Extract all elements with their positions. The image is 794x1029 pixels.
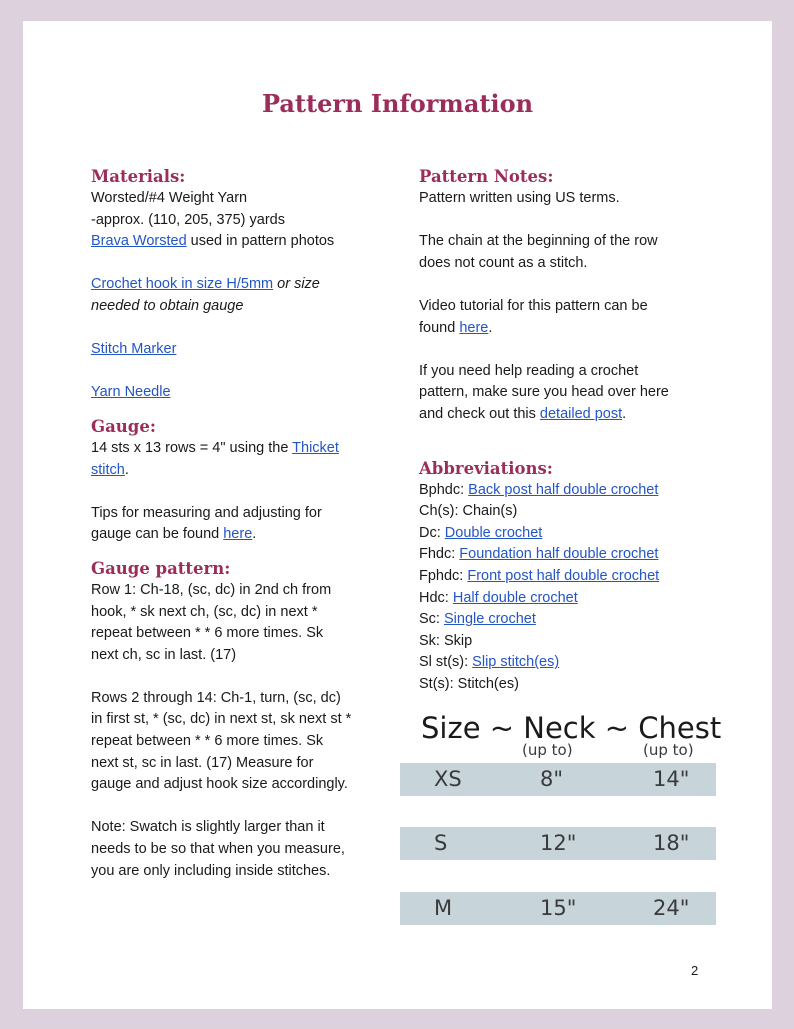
gauge-tips-period: . — [252, 526, 257, 543]
abbreviation-item — [419, 674, 719, 696]
row1-line: repeat between * * 6 more times. Sk — [91, 625, 324, 642]
size-table-title: Size ~ Neck ~ Chest — [421, 711, 722, 745]
abbreviation-item — [419, 566, 719, 588]
abbreviations-list — [419, 480, 719, 696]
neck-cell: 8" — [540, 767, 564, 791]
help-note-3 — [419, 404, 719, 426]
abbreviation-term: Sl st(s): — [419, 654, 473, 671]
abbreviation-term: Ch(s): — [419, 503, 463, 520]
note-line: you are only including inside stitches. — [91, 862, 331, 879]
page-number: 2 — [691, 963, 699, 978]
chain-note-1: The chain at the beginning of the row — [419, 233, 658, 250]
hook-rest-text: or size — [273, 276, 320, 293]
page-title: Pattern Information — [261, 89, 534, 118]
chest-cell: 18" — [653, 831, 690, 855]
abbreviation-item — [419, 652, 719, 674]
row1-line: Row 1: Ch-18, (sc, dc) in 2nd ch from — [91, 581, 332, 598]
gauge-tips-text: gauge can be found — [91, 526, 224, 543]
note-line: needs to be so that when you measure, — [91, 841, 345, 858]
video-found-text: found — [419, 319, 460, 336]
abbreviation-link[interactable]: Single crochet — [443, 611, 536, 628]
rows2-line: gauge and adjust hook size accordingly. — [91, 776, 348, 793]
chest-cell: 24" — [653, 896, 690, 920]
abbreviation-item — [419, 523, 719, 545]
video-period: . — [488, 319, 493, 336]
thicket-stitch-link[interactable]: stitch — [91, 461, 125, 478]
abbreviation-term: Fphdc: — [419, 567, 468, 584]
abbreviation-definition: Chain(s) — [462, 503, 518, 520]
rows2-line: next st, sc in last. (17) Measure for — [91, 754, 314, 771]
right-column — [419, 166, 719, 695]
size-cell: M — [434, 896, 453, 920]
row1-line: next ch, sc in last. (17) — [91, 646, 237, 663]
chest-cell: 14" — [653, 767, 690, 791]
materials-yardage: -approx. (110, 205, 375) yards — [91, 211, 285, 228]
rows2-line: Rows 2 through 14: Ch-1, turn, (sc, dc) — [91, 689, 341, 706]
materials-heading: Materials: — [91, 167, 186, 186]
size-row — [400, 892, 716, 925]
detailed-post-link[interactable]: detailed post — [539, 405, 623, 422]
abbreviation-definition: Skip — [443, 632, 473, 649]
gauge-line-1 — [91, 438, 381, 460]
video-note-1: Video tutorial for this pattern can be — [419, 297, 648, 314]
crochet-hook-link[interactable]: Crochet hook in size H/5mm — [91, 276, 274, 293]
abbreviation-link[interactable]: Half double crochet — [452, 589, 578, 606]
pattern-notes-heading: Pattern Notes: — [419, 167, 554, 186]
help-text: and check out this — [419, 405, 540, 422]
abbreviation-item — [419, 501, 719, 523]
gauge-tips-1: Tips for measuring and adjusting for — [91, 504, 322, 521]
abbreviation-link[interactable]: Double crochet — [444, 524, 543, 541]
materials-hook-line — [91, 274, 381, 296]
gauge-tips-2 — [91, 524, 381, 546]
gauge-pattern-heading: Gauge pattern: — [91, 558, 231, 578]
chain-note-2: does not count as a stitch. — [419, 254, 588, 271]
size-table — [400, 711, 722, 920]
neck-cell: 12" — [540, 831, 577, 855]
size-table-header — [400, 711, 722, 761]
abbreviation-definition: Stitch(es) — [457, 675, 519, 692]
gauge-tips-here-link[interactable]: here — [223, 526, 253, 543]
hook-gauge-text: needed to obtain gauge — [91, 297, 244, 314]
yarn-needle-link[interactable]: Yarn Needle — [91, 384, 171, 401]
abbreviation-term: Hdc: — [419, 589, 453, 606]
size-cell: XS — [434, 767, 462, 791]
abbreviation-item — [419, 544, 719, 566]
row1-line: hook, * sk next ch, (sc, dc) in next * — [91, 603, 318, 620]
materials-yarn: Worsted/#4 Weight Yarn — [91, 190, 248, 206]
gauge-heading: Gauge: — [91, 416, 156, 436]
left-column — [91, 166, 381, 882]
abbreviation-term: Dc: — [419, 524, 445, 541]
abbreviation-item — [419, 480, 719, 502]
stitch-marker-link[interactable]: Stitch Marker — [91, 341, 177, 358]
gauge-period: . — [124, 461, 129, 478]
rows2-line: repeat between * * 6 more times. Sk — [91, 733, 324, 750]
abbreviation-link[interactable]: Back post half double crochet — [468, 481, 659, 498]
abbreviation-term: Fhdc: — [419, 546, 460, 563]
abbreviation-term: Sc: — [419, 611, 444, 628]
abbreviation-item — [419, 588, 719, 610]
materials-brava-line — [91, 231, 381, 253]
abbreviation-term: St(s): — [419, 675, 458, 692]
chest-up-to-label: (up to) — [643, 741, 694, 759]
size-row — [400, 763, 716, 796]
abbreviation-link[interactable]: Front post half double crochet — [467, 567, 660, 584]
help-period: . — [622, 405, 627, 422]
abbreviation-item — [419, 631, 719, 653]
neck-up-to-label: (up to) — [522, 741, 573, 759]
thicket-link[interactable]: Thicket — [292, 439, 339, 456]
brava-worsted-link[interactable]: Brava Worsted — [91, 233, 187, 250]
abbreviation-term: Bphdc: — [419, 481, 469, 498]
neck-cell: 15" — [540, 896, 577, 920]
gauge-text: 14 sts x 13 rows = 4" using the — [91, 439, 293, 456]
abbreviation-item — [419, 609, 719, 631]
help-note-1: If you need help reading a crochet — [419, 362, 639, 379]
document-page — [23, 21, 772, 1009]
gauge-line-2 — [91, 460, 381, 482]
size-row — [400, 827, 716, 860]
video-note-2 — [419, 318, 719, 340]
us-terms-text: Pattern written using US terms. — [419, 190, 620, 206]
rows2-line: in first st, * (sc, dc) in next st, sk next st * — [91, 711, 352, 728]
abbreviation-link[interactable]: Slip stitch(es) — [472, 654, 560, 671]
size-cell: S — [434, 831, 448, 855]
note-line: Note: Swatch is slightly larger than it — [91, 819, 325, 836]
brava-rest-text: used in pattern photos — [186, 233, 335, 250]
abbreviations-heading: Abbreviations: — [419, 458, 553, 478]
help-note-2: pattern, make sure you head over here — [419, 384, 669, 401]
video-here-link[interactable]: here — [459, 319, 489, 336]
abbreviation-link[interactable]: Foundation half double crochet — [459, 546, 659, 563]
abbreviation-term: Sk: — [419, 632, 444, 649]
